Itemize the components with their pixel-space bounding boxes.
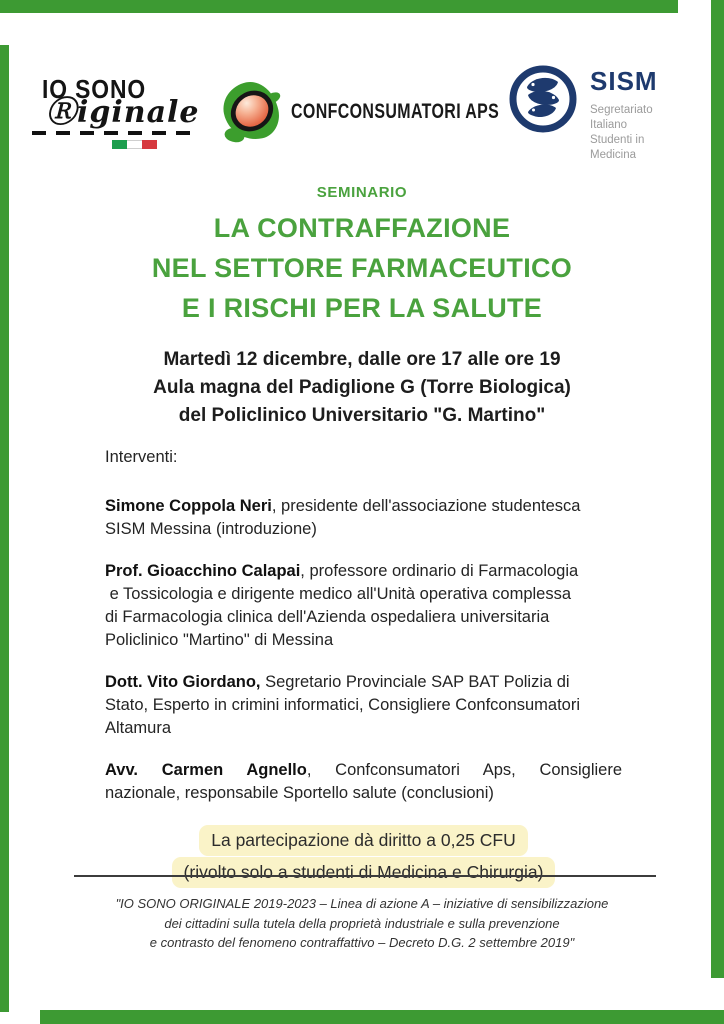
sism-wordmark: SISM	[590, 65, 658, 96]
speaker-line: Altamura	[105, 719, 172, 737]
originale-script-wordmark: Ⓡiginale	[46, 94, 200, 130]
title-line-2: NEL SETTORE FARMACEUTICO	[151, 253, 573, 283]
confconsumatori-logo	[221, 78, 500, 146]
speaker-name: Dott. Vito Giordano,	[105, 673, 261, 691]
cfu-note	[105, 824, 622, 888]
speaker-line: nazionale, responsabile Sportello salute (conclusioni)	[105, 784, 494, 802]
cfu-note-line1: La partecipazione dà diritto a 0,25 CFU	[199, 825, 527, 856]
speaker-line: e Tossicologia e dirigente medico all'Unità operativa complessa	[105, 585, 572, 603]
ringed-ball-icon	[230, 89, 274, 133]
io-sono-wordmark: IO SONO	[42, 73, 147, 104]
event-date-time: Martedì 12 dicembre, dalle ore 17 alle ore 19	[163, 349, 561, 370]
speaker-line: di Farmacologia clinica dell'Azienda ospedaliera universitaria	[105, 608, 550, 626]
frame-bar-bottom	[40, 1010, 724, 1024]
io-sono-originale-logo	[32, 73, 200, 149]
sism-subtitle-line2: Studenti in Medicina	[590, 133, 645, 161]
speaker-role: Segretario Provinciale SAP BAT Polizia di	[260, 673, 570, 691]
sism-fish-circle-icon	[506, 62, 580, 136]
seminar-kicker: SEMINARIO	[316, 184, 408, 201]
sism-subtitle	[590, 103, 688, 163]
flag-green-stripe	[112, 140, 127, 149]
event-venue-2: del Policlinico Universitario "G. Martino"	[178, 405, 546, 426]
footer-divider	[74, 875, 656, 877]
speaker-name: Simone Coppola Neri	[105, 497, 272, 515]
speaker-line	[105, 671, 622, 694]
paint-splash-ball-icon	[221, 78, 283, 146]
frame-bar-top	[0, 0, 678, 13]
confconsumatori-wordmark: CONFCONSUMATORI APS	[291, 100, 500, 123]
speakers-intro-label: Interventi:	[105, 448, 178, 466]
event-venue: Aula magna del Padiglione G (Torre Biologica)	[153, 377, 571, 398]
flag-white-stripe	[127, 140, 142, 149]
title-line-1: LA CONTRAFFAZIONE	[213, 213, 511, 243]
ball-ring	[223, 82, 281, 139]
italian-flag-icon	[112, 140, 157, 149]
event-info	[0, 346, 724, 430]
speaker-line	[105, 560, 622, 583]
speaker-entry-1	[105, 495, 622, 541]
footer-line-2: dei cittadini sulla tutela della proprietà industriale e sulla prevenzione	[164, 915, 560, 931]
speaker-line: Stato, Esperto in crimini informatici, Consigliere Confconsumatori	[105, 696, 581, 714]
speaker-entry-2	[105, 560, 622, 652]
speaker-line	[105, 495, 622, 518]
footer-line-3: e contrasto del fenomeno contraffattivo – Decreto D.G. 2 settembre 2019"	[149, 935, 575, 950]
page-title	[0, 208, 724, 328]
footer-line-1: "IO SONO ORIGINALE 2019-2023 – Linea di azione A – iniziative di sensibilizzazione	[115, 896, 609, 911]
sism-text-block	[590, 62, 688, 163]
speaker-line: SISM Messina (introduzione)	[105, 520, 317, 538]
title-line-3: E I RISCHI PER LA SALUTE	[181, 293, 543, 323]
speaker-role: , presidente dell'associazione studentesca	[271, 497, 581, 515]
speaker-role: , professore ordinario di Farmacologia	[300, 562, 579, 580]
sism-logo	[506, 62, 688, 163]
speaker-name: Prof. Gioacchino Calapai	[105, 562, 301, 580]
sism-subtitle-line1: Segretariato Italiano	[590, 103, 653, 131]
speakers-section	[105, 446, 622, 888]
speaker-role: , Confconsumatori Aps, Consigliere	[306, 761, 622, 779]
footer-credit	[60, 894, 664, 953]
speaker-entry-4	[105, 759, 622, 805]
logo-row	[32, 60, 688, 164]
frame-bar-right	[711, 0, 724, 978]
cfu-note-line2: (rivolto solo a studenti di Medicina e Chirurgia)	[172, 857, 556, 888]
speaker-line: Policlinico "Martino" di Messina	[105, 631, 334, 649]
speaker-line	[105, 759, 622, 782]
speaker-entry-3	[105, 671, 622, 740]
dashed-underline	[32, 131, 190, 135]
speaker-name: Avv. Carmen Agnello	[105, 761, 307, 779]
flag-red-stripe	[142, 140, 157, 149]
